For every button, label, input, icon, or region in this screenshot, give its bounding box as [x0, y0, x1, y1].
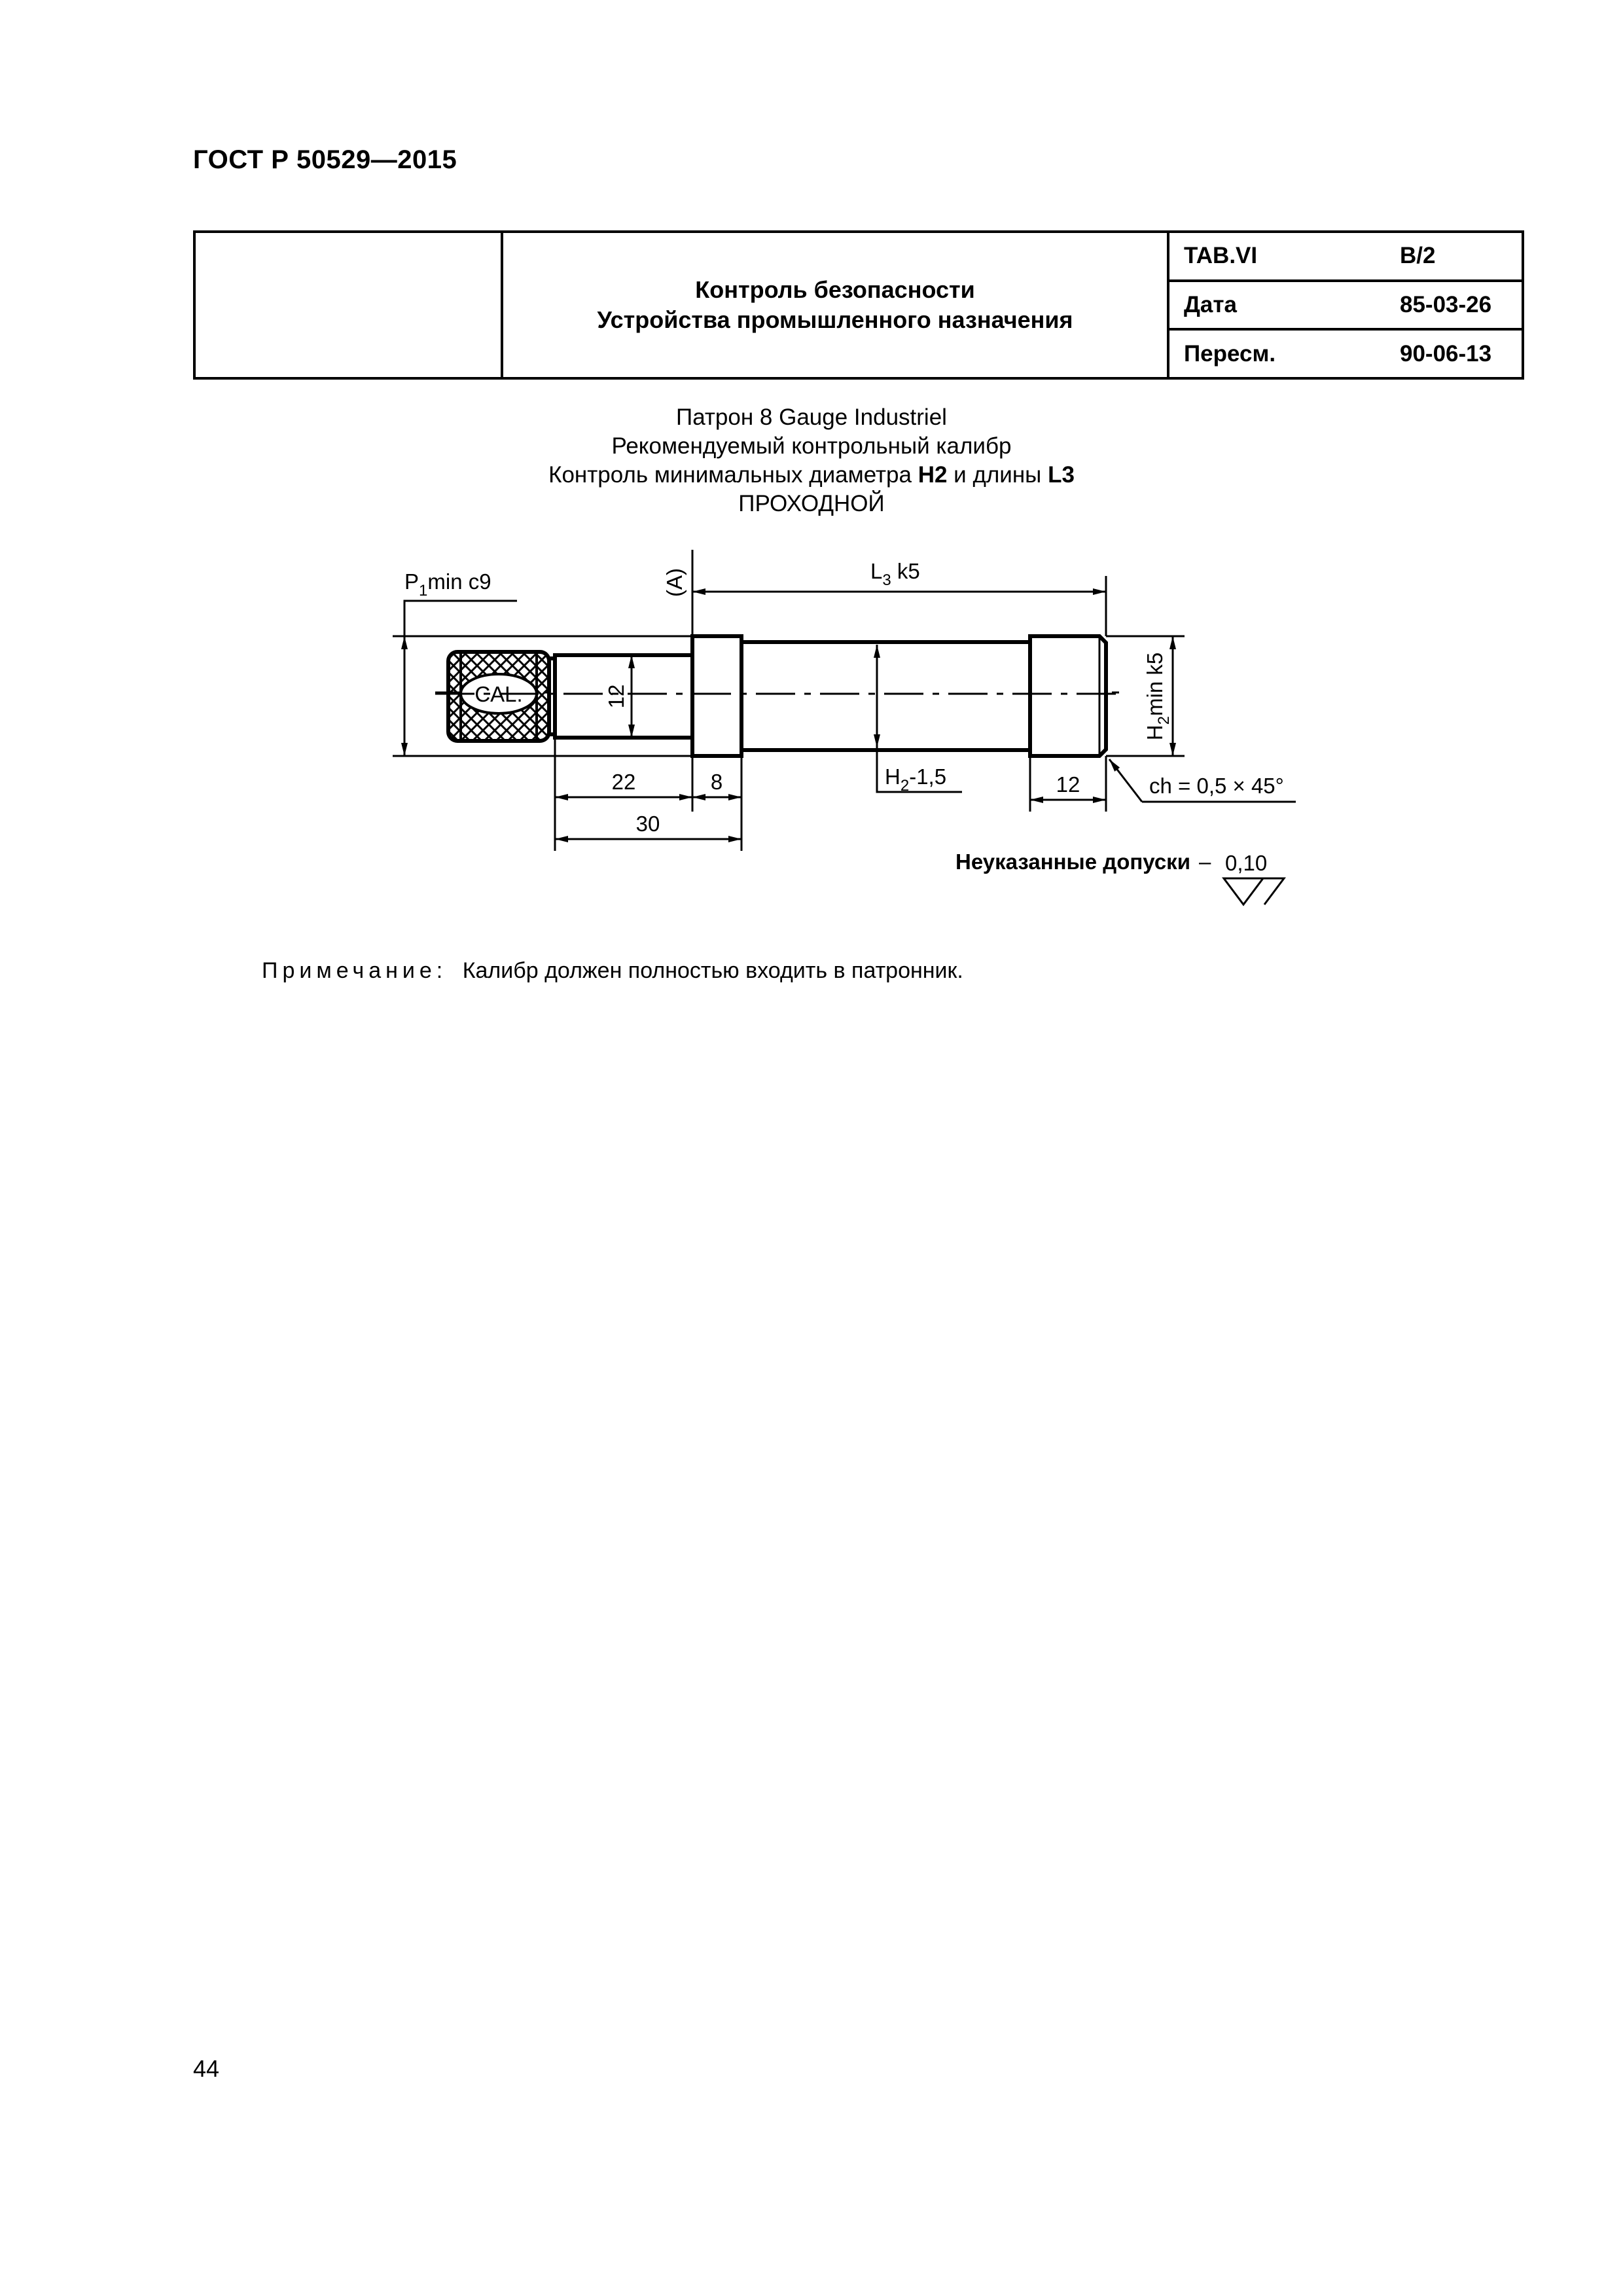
caption-line-1: Патрон 8 Gauge Industriel	[676, 404, 947, 430]
caption-line-3: Контроль минимальных диаметра H2 и длины L3	[548, 462, 1075, 488]
caption-line-4: ПРОХОДНОЙ	[738, 491, 885, 516]
dim-30: 30	[635, 812, 660, 836]
note	[262, 958, 963, 984]
title-line-2: Устройства промышленного назначения	[597, 306, 1073, 333]
surface-finish-icon	[1224, 878, 1284, 905]
row-key: Дата	[1168, 281, 1380, 330]
h2-label: $H_2\min$ k5	[1143, 652, 1173, 741]
row-value: 90-06-13	[1380, 329, 1523, 378]
gauge-collar	[692, 636, 741, 756]
note-label: Примечание:	[262, 958, 448, 983]
tolerance-dash: –	[1199, 850, 1211, 874]
tolerance-value: 0,10	[1225, 851, 1268, 875]
dim-12-bottom: 12	[1056, 772, 1080, 797]
gauge-shaft	[741, 642, 1030, 750]
cal-label: CAL.	[474, 682, 523, 706]
title-line-1: Контроль безопасности	[695, 276, 975, 303]
page-number: 44	[193, 2055, 220, 2082]
l3-label: $L_3$ k5	[870, 559, 920, 589]
tolerance-label: Неуказанные допуски	[955, 850, 1190, 874]
chamfer-label: ch = 0,5 × 45°	[1149, 774, 1284, 798]
dim-12-vertical: 12	[604, 684, 628, 709]
h2-inner-label: $H_2-1,5$	[885, 764, 947, 795]
knurled-handle	[448, 652, 549, 741]
gauge-head	[1030, 636, 1106, 756]
caption-line-2: Рекомендуемый контрольный калибр	[611, 433, 1012, 459]
note-text: Калибр должен полностью входить в патронник.	[462, 958, 963, 983]
row-value: B/2	[1380, 232, 1523, 281]
datum-a-label: (A)	[662, 568, 687, 597]
standard-header: ГОСТ Р 50529—2015	[193, 145, 457, 174]
p1-label: $P_1\min$ c9	[404, 569, 491, 600]
dim-8: 8	[710, 770, 723, 794]
row-key: Пересм.	[1168, 329, 1380, 378]
dim-22: 22	[611, 770, 636, 794]
row-value: 85-03-26	[1380, 281, 1523, 330]
row-key: TAB.VI	[1168, 232, 1380, 281]
